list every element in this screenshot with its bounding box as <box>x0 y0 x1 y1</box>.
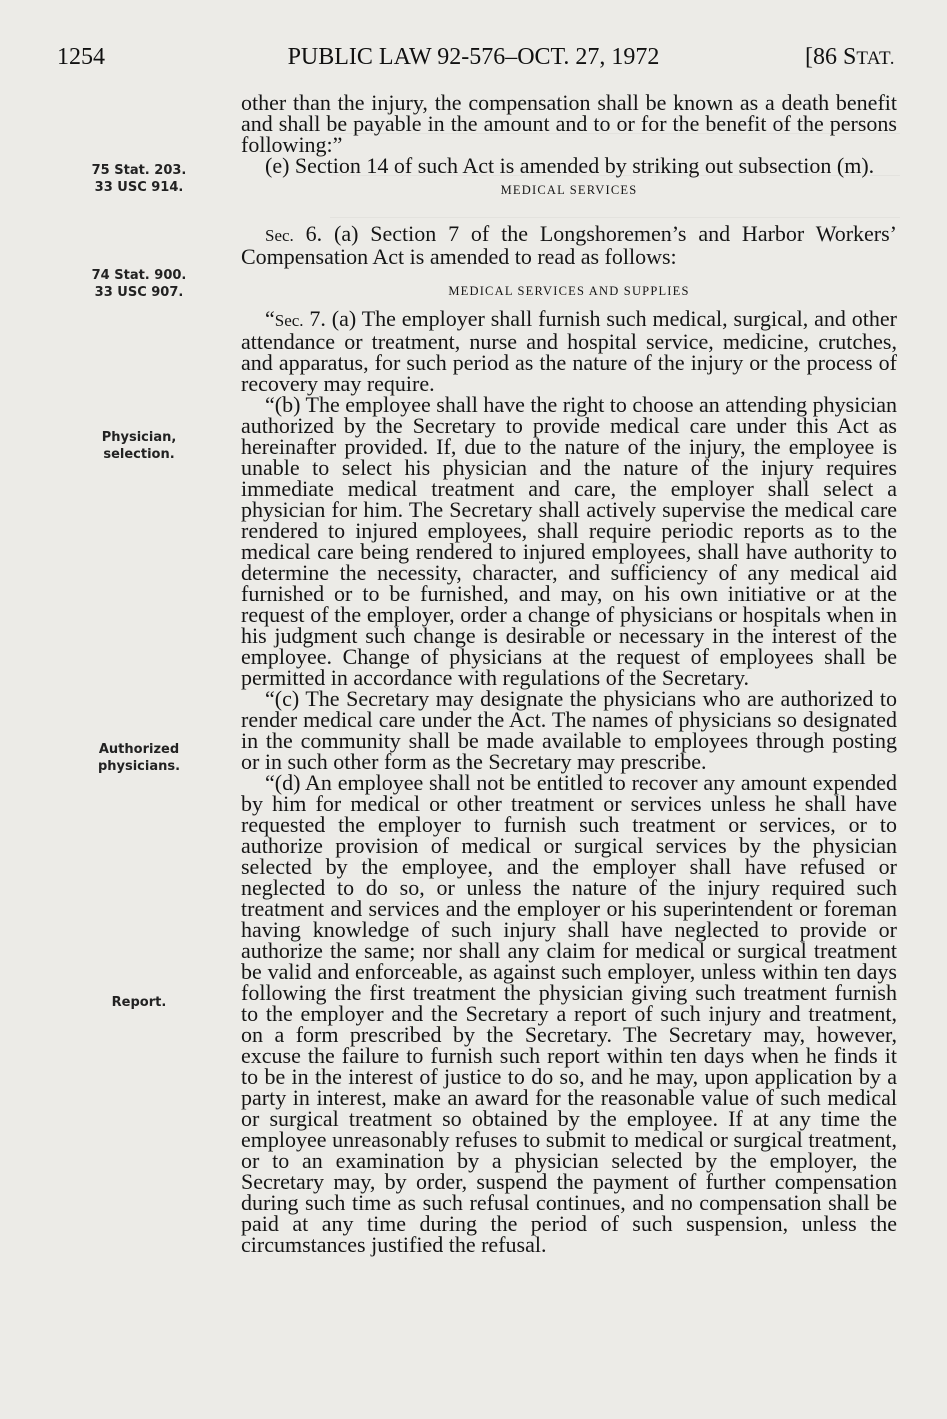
margin-note-citation <box>66 162 212 196</box>
margin-note-line: 33 USC 914. <box>94 180 184 195</box>
page-header <box>0 44 947 80</box>
section-label: Sec. <box>274 311 304 330</box>
open-quote: “ <box>265 306 275 331</box>
margin-note-line: selection. <box>103 447 175 462</box>
paragraph: (e) Section 14 of such Act is amended by striking out subsection (m). <box>265 153 875 178</box>
margin-note-citation <box>66 267 212 301</box>
paragraph-text: 6. (a) Section 7 of the Longshoremen’s and Harbor Workers’ Compensation Act is amended to read as follows: <box>241 221 897 269</box>
paragraph: other than the injury, the compensation shall be known as a death benefit and shall be payable in the amount and to or for the benefit of the persons following:” <box>241 90 897 157</box>
statute-ref-suffix: TAT. <box>856 48 895 69</box>
header-statute-ref <box>805 44 895 71</box>
paragraph: “(d) An employee shall not be entitled to recover any amount expended by him for medical or other treatment or services unless he shall have requested the employer to furnish such treatment or services, or to authorize provision of medical or surgical services by the physician selected by the employee, and the employer shall have refused or neglected to do so, or unless the nature of the injury required such treatment and services and the employer or his superintendent or foreman having knowledge of such injury shall have neglected to provide or authorize the same; nor shall any claim for medical or surgical treatment be valid and enforceable, as against such employer, unless within ten days following the first treatment the physician giving such treatment furnish to the employer and the Secretary a report of such injury and treatment, on a form prescribed by the Secretary. The Secretary may, however, excuse the failure to furnish such report within ten days when he finds it to be in the interest of justice to do so, and he may, upon application by a party in interest, make an award for the reasonable value of such medical or surgical treatment so obtained by the employee. If at any time the employee unreasonably refuses to submit to medical or surgical treatment, or to an examination by a physician selected by the employer, the Secretary may, by order, suspend the payment of further compensation during such time as such refusal continues, and no compensation shall be paid at any time during the period of such suspension, unless the circumstances justified the refusal. <box>241 770 897 1257</box>
paragraph-text: 7. (a) The employer shall furnish such medical, surgical, and other attendance or treatment, nurse and hospital service, medicine, crutches, and apparatus, for such period as the nature of the injury or the process of recovery may require. <box>241 306 897 396</box>
section-heading: MEDICAL SERVICES AND SUPPLIES <box>448 284 690 298</box>
section-heading: MEDICAL SERVICES <box>500 183 638 197</box>
margin-note-line: Authorized <box>98 742 180 757</box>
paragraph <box>241 308 897 394</box>
margin-note-line: 74 Stat. 900. <box>91 268 187 283</box>
paragraph <box>241 223 897 267</box>
margin-note-report <box>66 994 212 1011</box>
margin-note-line: physicians. <box>97 759 181 774</box>
body-text <box>241 92 897 1255</box>
paragraph: “(b) The employee shall have the right to choose an attending physician authorized by the Secretary to provide medical care under this Act as hereinafter provided. If, due to the nature of the injury, the employee is unable to select his physician and the nature of the injury requires immediate medical treatment and care, the employer shall select a physician for him. The Secretary shall actively supervise the medical care rendered to injured employees, shall require periodic reports as to the medical care being rendered to injured employees, shall have authority to determine the necessity, character, and sufficiency of any medical aid furnished or to be furnished, and may, on his own initiative or at the request of the employer, order a change of physicians or hospitals when in his judgment such change is desirable or necessary in the interest of the employee. Change of physicians at the request of employees shall be permitted in accordance with regulations of the Secretary. <box>241 392 897 690</box>
statute-ref-prefix: [86 S <box>805 44 857 70</box>
paragraph: “(c) The Secretary may designate the physicians who are authorized to render medical care under the Act. The names of physicians so designated in the community shall be made available to employees through posting or in such other form as the Secretary may prescribe. <box>241 686 897 774</box>
margin-note-line: 75 Stat. 203. <box>91 163 187 178</box>
margin-note-line: Report. <box>111 995 167 1010</box>
margin-note-physician-selection <box>66 429 212 463</box>
page-number: 1254 <box>57 44 105 70</box>
margin-note-authorized-physicians <box>66 741 212 775</box>
margin-note-line: 33 USC 907. <box>94 285 184 300</box>
margin-note-line: Physician, <box>101 430 177 445</box>
section-label: Sec. <box>265 226 294 245</box>
header-title: PUBLIC LAW 92-576–OCT. 27, 1972 <box>287 44 660 70</box>
